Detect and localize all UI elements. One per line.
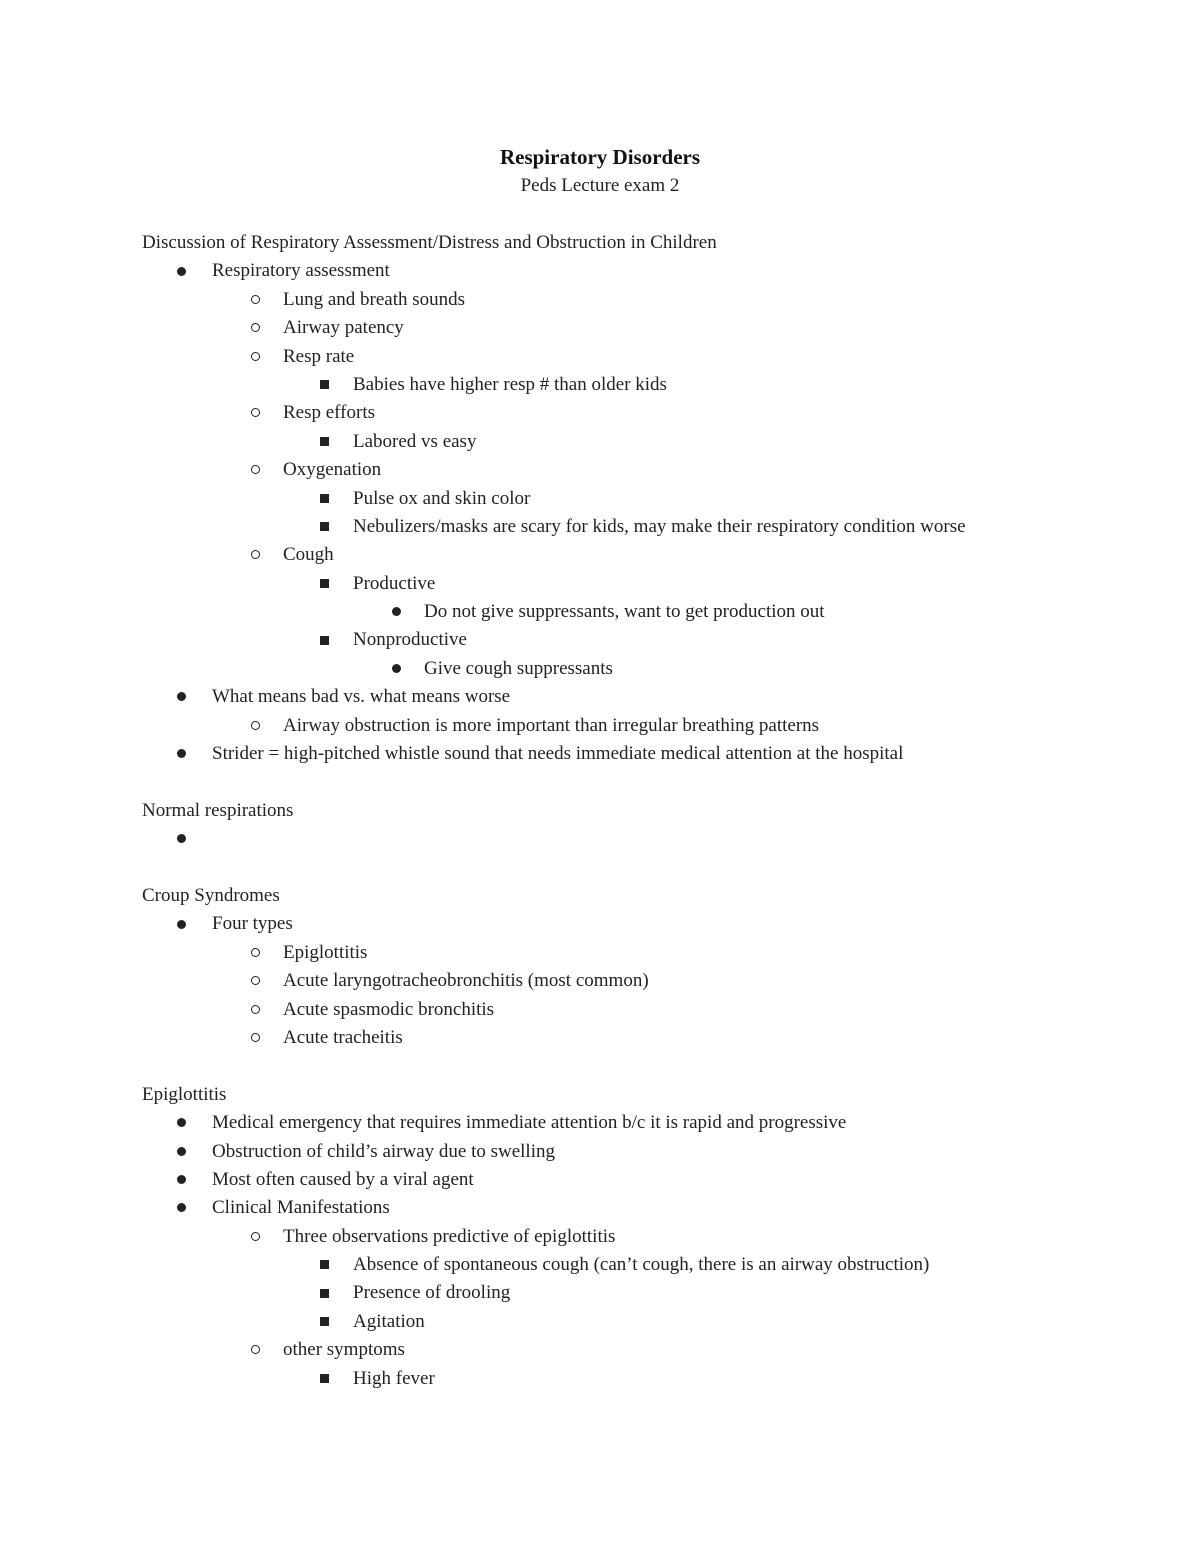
list-item: [0, 1365, 1200, 1393]
list-item: [0, 371, 1200, 399]
section-heading-text: Normal respirations: [142, 799, 294, 821]
list-item-text: Clinical Manifestations: [212, 1197, 390, 1219]
list-item: [0, 1251, 1200, 1279]
list-item-text: Acute spasmodic bronchitis: [283, 998, 495, 1020]
list-item-text: Acute laryngotracheobronchitis (most common): [283, 970, 649, 992]
bullet-icon: [171, 1194, 191, 1222]
section-heading-text: Croup Syndromes: [142, 884, 280, 906]
list-item: [0, 513, 1200, 541]
hollow-bullet-icon: [245, 996, 265, 1024]
square-bullet-icon: [314, 371, 334, 399]
hollow-bullet-icon: [245, 1336, 265, 1364]
list-item-text: Agitation: [353, 1310, 425, 1332]
square-bullet-icon: [314, 1308, 334, 1336]
list-item: [0, 428, 1200, 456]
square-bullet-icon: [314, 626, 334, 654]
section-heading-text: Discussion of Respiratory Assessment/Distress and Obstruction in Children: [142, 232, 717, 253]
hollow-bullet-icon: [245, 939, 265, 967]
square-bullet-icon: [314, 1279, 334, 1307]
document-subtitle: Peds Lecture exam 2: [520, 175, 680, 196]
hollow-bullet-icon: [245, 541, 265, 569]
square-bullet-icon: [314, 1365, 334, 1393]
list-item: [0, 314, 1200, 342]
list-item: [0, 343, 1200, 371]
list-item: [0, 967, 1200, 995]
list-item: [0, 996, 1200, 1024]
list-item: [0, 1308, 1200, 1336]
list-item: [0, 655, 1200, 683]
list-item: [0, 257, 1200, 285]
blank-line: [0, 854, 1200, 882]
list-item-text: Presence of drooling: [353, 1282, 511, 1304]
list-item: [0, 456, 1200, 484]
list-item-text: What means bad vs. what means worse: [212, 686, 511, 708]
list-item-text: Lung and breath sounds: [283, 288, 466, 310]
list-item: [0, 1166, 1200, 1194]
list-item: [0, 740, 1200, 768]
hollow-bullet-icon: [245, 1024, 265, 1052]
list-item: [0, 712, 1200, 740]
list-item-text: Pulse ox and skin color: [353, 487, 531, 509]
list-item-text: Labored vs easy: [353, 430, 477, 452]
list-item-text: Obstruction of child’s airway due to swelling: [212, 1140, 555, 1162]
list-item-text: other symptoms: [283, 1339, 405, 1361]
list-item-text: Airway patency: [283, 317, 404, 339]
square-bullet-icon: [314, 428, 334, 456]
bullet-icon: [171, 1166, 191, 1194]
list-item: [0, 570, 1200, 598]
hollow-bullet-icon: [245, 1223, 265, 1251]
list-item: [0, 939, 1200, 967]
list-item-text: Acute tracheitis: [283, 1026, 403, 1048]
list-item-text: Epiglottitis: [283, 941, 368, 963]
list-item: [0, 825, 1200, 853]
hollow-bullet-icon: [245, 286, 265, 314]
bullet-icon: [171, 683, 191, 711]
list-item: [0, 1024, 1200, 1052]
list-item-text: Most often caused by a viral agent: [212, 1168, 474, 1190]
bullet-icon: [386, 598, 406, 626]
list-item-text: Nonproductive: [353, 629, 467, 651]
square-bullet-icon: [314, 1251, 334, 1279]
list-item: [0, 1279, 1200, 1307]
section-heading: [0, 1081, 1200, 1109]
list-item: [0, 399, 1200, 427]
list-item-text: Cough: [283, 544, 334, 566]
list-item-text: Resp rate: [283, 345, 355, 367]
hollow-bullet-icon: [245, 343, 265, 371]
list-item-text: Do not give suppressants, want to get production out: [424, 601, 825, 623]
square-bullet-icon: [314, 513, 334, 541]
list-item-text: Strider = high-pitched whistle sound that needs immediate medical attention at the hospital: [212, 743, 904, 765]
document-body: [0, 229, 1200, 1393]
list-item: [0, 1138, 1200, 1166]
section-heading: [0, 797, 1200, 825]
list-item-text: Airway obstruction is more important than irregular breathing patterns: [283, 714, 820, 736]
bullet-icon: [171, 740, 191, 768]
blank-line: [0, 1052, 1200, 1080]
list-item: [0, 286, 1200, 314]
hollow-bullet-icon: [245, 712, 265, 740]
list-item: [0, 1109, 1200, 1137]
hollow-bullet-icon: [245, 967, 265, 995]
list-item-text: Give cough suppressants: [424, 657, 613, 679]
list-item-text: Resp efforts: [283, 402, 375, 424]
bullet-icon: [171, 825, 191, 853]
bullet-icon: [386, 655, 406, 683]
list-item-text: Absence of spontaneous cough (can’t cough, there is an airway obstruction): [353, 1254, 930, 1276]
section-heading-text: Epiglottitis: [142, 1083, 227, 1105]
hollow-bullet-icon: [245, 456, 265, 484]
hollow-bullet-icon: [245, 399, 265, 427]
bullet-icon: [171, 1138, 191, 1166]
list-item-text: High fever: [353, 1367, 435, 1389]
list-item-text: Nebulizers/masks are scary for kids, may make their respiratory condition worse: [353, 515, 966, 537]
list-item: [0, 1223, 1200, 1251]
list-item: [0, 626, 1200, 654]
bullet-icon: [171, 257, 191, 285]
document-title: Respiratory Disorders: [499, 145, 701, 169]
blank-line: [0, 768, 1200, 796]
list-item-text: Four types: [212, 913, 293, 935]
hollow-bullet-icon: [245, 314, 265, 342]
list-item-text: Medical emergency that requires immediate attention b/c it is rapid and progressive: [212, 1112, 847, 1134]
list-item-text: Babies have higher resp # than older kids: [353, 373, 667, 395]
list-item: [0, 910, 1200, 938]
list-item-text: Productive: [353, 572, 436, 594]
section-heading: [0, 882, 1200, 910]
list-item: [0, 485, 1200, 513]
section-heading: [0, 229, 1200, 257]
list-item: [0, 541, 1200, 569]
list-item-text: Oxygenation: [283, 459, 382, 481]
list-item: [0, 683, 1200, 711]
bullet-icon: [171, 1109, 191, 1137]
list-item-text: Respiratory assessment: [212, 260, 390, 282]
list-item: [0, 1336, 1200, 1364]
square-bullet-icon: [314, 570, 334, 598]
square-bullet-icon: [314, 485, 334, 513]
list-item: [0, 1194, 1200, 1222]
list-item: [0, 598, 1200, 626]
list-item-text: Three observations predictive of epiglottitis: [283, 1225, 616, 1247]
bullet-icon: [171, 910, 191, 938]
